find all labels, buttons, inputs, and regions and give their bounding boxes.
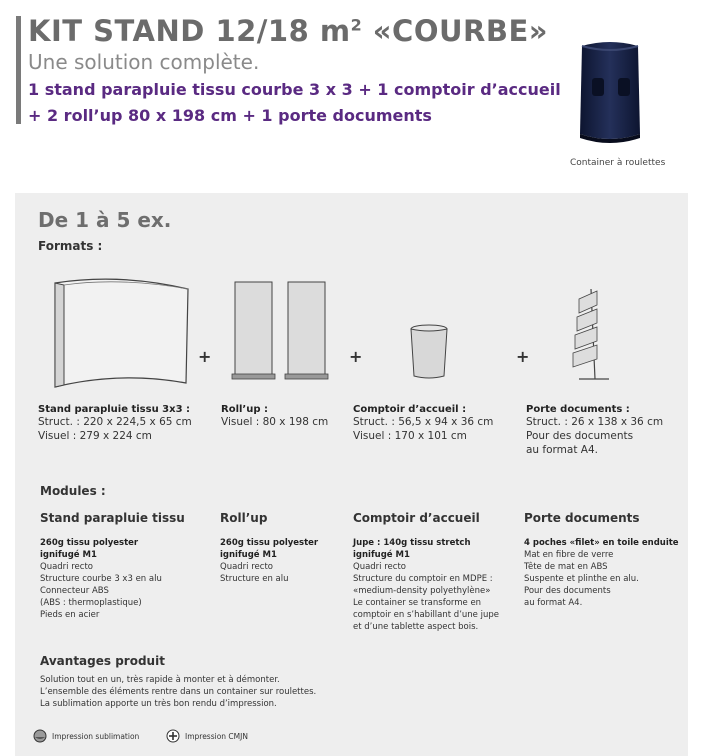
- format-counter: Comptoir d’accueil : Struct. : 56,5 x 94 x 36 cm Visuel : 170 x 101 cm: [353, 404, 494, 442]
- formats-label: Formats :: [38, 239, 103, 253]
- page-subtitle: Une solution complète.: [28, 50, 260, 74]
- advantages-list: Solution tout en un, très rapide à monter et à démonter. L’ensemble des éléments rentre dans un container sur roulettes. La sublimation apporte un très bon rendu d’impression.: [40, 675, 317, 709]
- legend-sublimation: Impression sublimation: [52, 732, 140, 741]
- format-stand: Stand parapluie tissu 3x3 : Struct. : 220 x 224,5 x 65 cm Visuel : 279 x 224 cm: [38, 404, 192, 442]
- container-caption: Container à roulettes: [570, 158, 666, 168]
- document-holder-illustration: [565, 287, 615, 382]
- plus-sign: +: [349, 347, 363, 366]
- module-stand: Stand parapluie tissu 260g tissu polyester ignifugé M1 Quadri recto Structure courbe 3 x3 en alu Connecteur ABS (ABS : thermoplastique) Pieds en acier: [40, 511, 185, 620]
- plus-sign: +: [516, 347, 530, 366]
- advantages-label: Avantages produit: [40, 654, 165, 668]
- module-document-holder: Porte documents 4 poches «filet» en toile enduite Mat en fibre de verre Tête de mat en ABS Suspente et plinthe en alu. Pour des documents au format A4.: [524, 511, 679, 608]
- module-counter: Comptoir d’accueil Jupe : 140g tissu stretch ignifugé M1 Quadri recto Structure du comptoir en MDPE : «medium-density polyethylène» Le container se transforme en comptoir en s’habillant d’une jupe et d’une tablette aspect bois.: [353, 511, 499, 632]
- format-rollup: Roll’up : Visuel : 80 x 198 cm: [221, 404, 329, 428]
- container-illustration: [570, 38, 650, 148]
- kit-description-line-1: 1 stand parapluie tissu courbe 3 x 3 + 1 comptoir d’accueil: [28, 80, 561, 99]
- accent-bar: [16, 16, 21, 124]
- module-rollup: Roll’up 260g tissu polyester ignifugé M1 Quadri recto Structure en alu: [220, 511, 319, 584]
- kit-description-line-2: + 2 roll’up 80 x 198 cm + 1 porte documents: [28, 106, 432, 125]
- counter-illustration: [405, 322, 455, 382]
- sublimation-icon: [33, 729, 47, 743]
- legend-cmjn: Impression CMJN: [185, 732, 248, 741]
- stand-illustration: [50, 275, 190, 395]
- quantity-heading: De 1 à 5 ex.: [38, 208, 172, 232]
- plus-sign: +: [198, 347, 212, 366]
- rollup-illustration: [230, 280, 330, 385]
- format-document-holder: Porte documents : Struct. : 26 x 138 x 36 cm Pour des documents au format A4.: [526, 404, 664, 456]
- modules-label: Modules :: [40, 484, 106, 498]
- page-title: KIT STAND 12/18 $m^2$ «COURBE»: [28, 14, 548, 48]
- cmjn-icon: [166, 729, 180, 743]
